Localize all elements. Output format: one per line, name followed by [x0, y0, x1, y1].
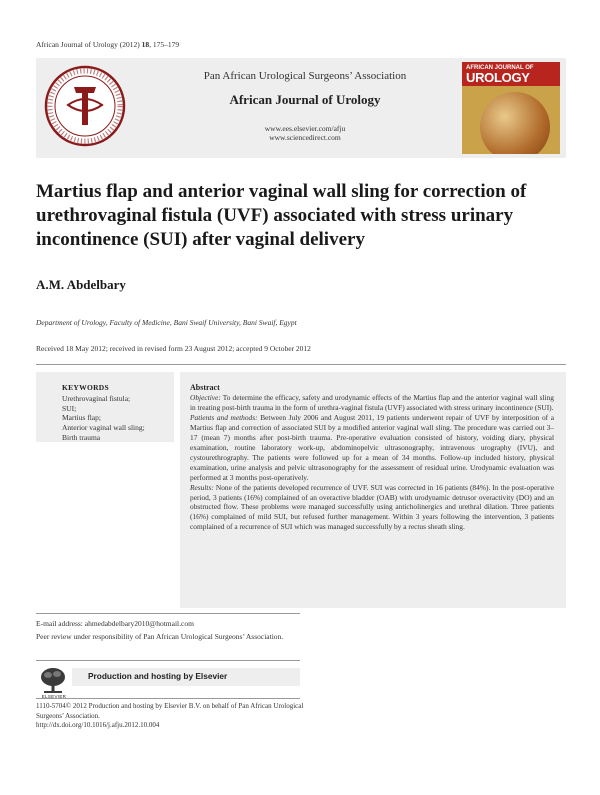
association-name: Pan African Urological Surgeons’ Association [203, 70, 407, 82]
keywords-list [62, 394, 145, 443]
article-title: Martius flap and anterior vaginal wall sling for correction of urethrovaginal fistula (UVF) associated with stress urinary incontinence (SUI) after vaginal delivery [36, 181, 527, 250]
production-hosting-label: Production and hosting by Elsevier [88, 671, 228, 681]
journal-name: African Journal of Urology [229, 92, 381, 107]
copyright-footer [36, 702, 306, 731]
divider [36, 698, 300, 699]
keyword-item: SUI; [62, 403, 77, 413]
copyright-text: 1110-5704© 2012 Production and hosting by Elsevier B.V. on behalf of Pan African Urological Surgeons’ Association. [36, 702, 304, 720]
divider [36, 660, 300, 661]
abstract-objective: Objective: To determine the efficacy, safety and urodynamic effects of the Martius flap and the anterior vaginal wall sling in treating post-birth trauma in the form of urethra-vaginal fistula (UVF) associated with stress urinary incontinence (SUI). [190, 393, 554, 412]
abstract-heading: Abstract [190, 383, 220, 392]
association-logo-icon [44, 65, 126, 147]
journal-cover-image [462, 62, 560, 154]
keyword-item: Urethrovaginal fistula; [62, 394, 131, 403]
abstract-methods: Patients and methods: Between July 2006 and August 2011, 19 patients underwent repair of UVF by interposition of a Martius flap and correction of associated SUI by a modified anterior vaginal wall sling. The procedure was carried out 3–17 (mean 7) months after post-birth trauma. Pre-operative evaluation consisted of history, voiding diary, physical examination, routine laboratory work-up, abdominopelvic ultrasonography, intravenous urography (IVU), and cystourethrography. The patients were followed up for a mean of 34 months. Follow-up included history, physical examination, urine analysis and pelvic ultrasonography for the assessment of residual urine. Urodynamic evaluation was performed at 3 months post-operatively. [190, 412, 554, 482]
cover-big-title: UROLOGY [466, 70, 530, 85]
footnote-divider [36, 613, 300, 614]
received-dates: Received 18 May 2012; received in revised form 23 August 2012; accepted 9 October 2012 [36, 344, 311, 353]
divider [36, 364, 566, 365]
journal-citation: African Journal of Urology (2012) 18, 175–179 [36, 40, 180, 49]
journal-url-link[interactable]: www.ees.elsevier.com/afju [264, 124, 346, 133]
author-affiliation: Department of Urology, Faculty of Medicine, Bani Swaif University, Bani Swaif, Egypt [36, 318, 297, 327]
keyword-item: Martius flap; [62, 413, 101, 423]
keywords-heading: KEYWORDS [62, 383, 109, 392]
peer-review-note: Peer review under responsibility of Pan African Urological Surgeons’ Association. [36, 632, 284, 641]
abstract-body [190, 393, 554, 532]
keyword-item: Birth trauma [62, 432, 101, 442]
author-email[interactable]: E-mail address: ahmedabdelbary2010@hotmail.com [36, 619, 194, 628]
keyword-item: Anterior vaginal wall sling; [62, 423, 145, 433]
elsevier-tree-icon [38, 666, 68, 694]
globe-icon [480, 92, 550, 154]
sciencedirect-url-link[interactable]: www.sciencedirect.com [269, 133, 341, 142]
cover-small-title: AFRICAN JOURNAL OF [466, 65, 534, 71]
elsevier-wordmark: ELSEVIER [41, 694, 67, 699]
article-author: A.M. Abdelbary [36, 277, 126, 292]
abstract-results: Results: None of the patients developed recurrence of UVF. SUI was corrected in 16 patients (84%). In the post-operative period, 3 patients (16%) complained of an overactive bladder (OAB) with urodynamic detrusor overactivity (DO) and an obstructed flow. These problems were managed successfully using anticholinergics and urethral dilation. Three patients (16%) complained of mild SUI, but refused further management. Within 3 years following the intervention, 3 patients complained of a recurrence of SUI which was managed successfully by a rectus sheath sling. [190, 482, 554, 532]
doi-link[interactable]: http://dx.doi.org/10.1016/j.afju.2012.10.004 [36, 721, 160, 729]
